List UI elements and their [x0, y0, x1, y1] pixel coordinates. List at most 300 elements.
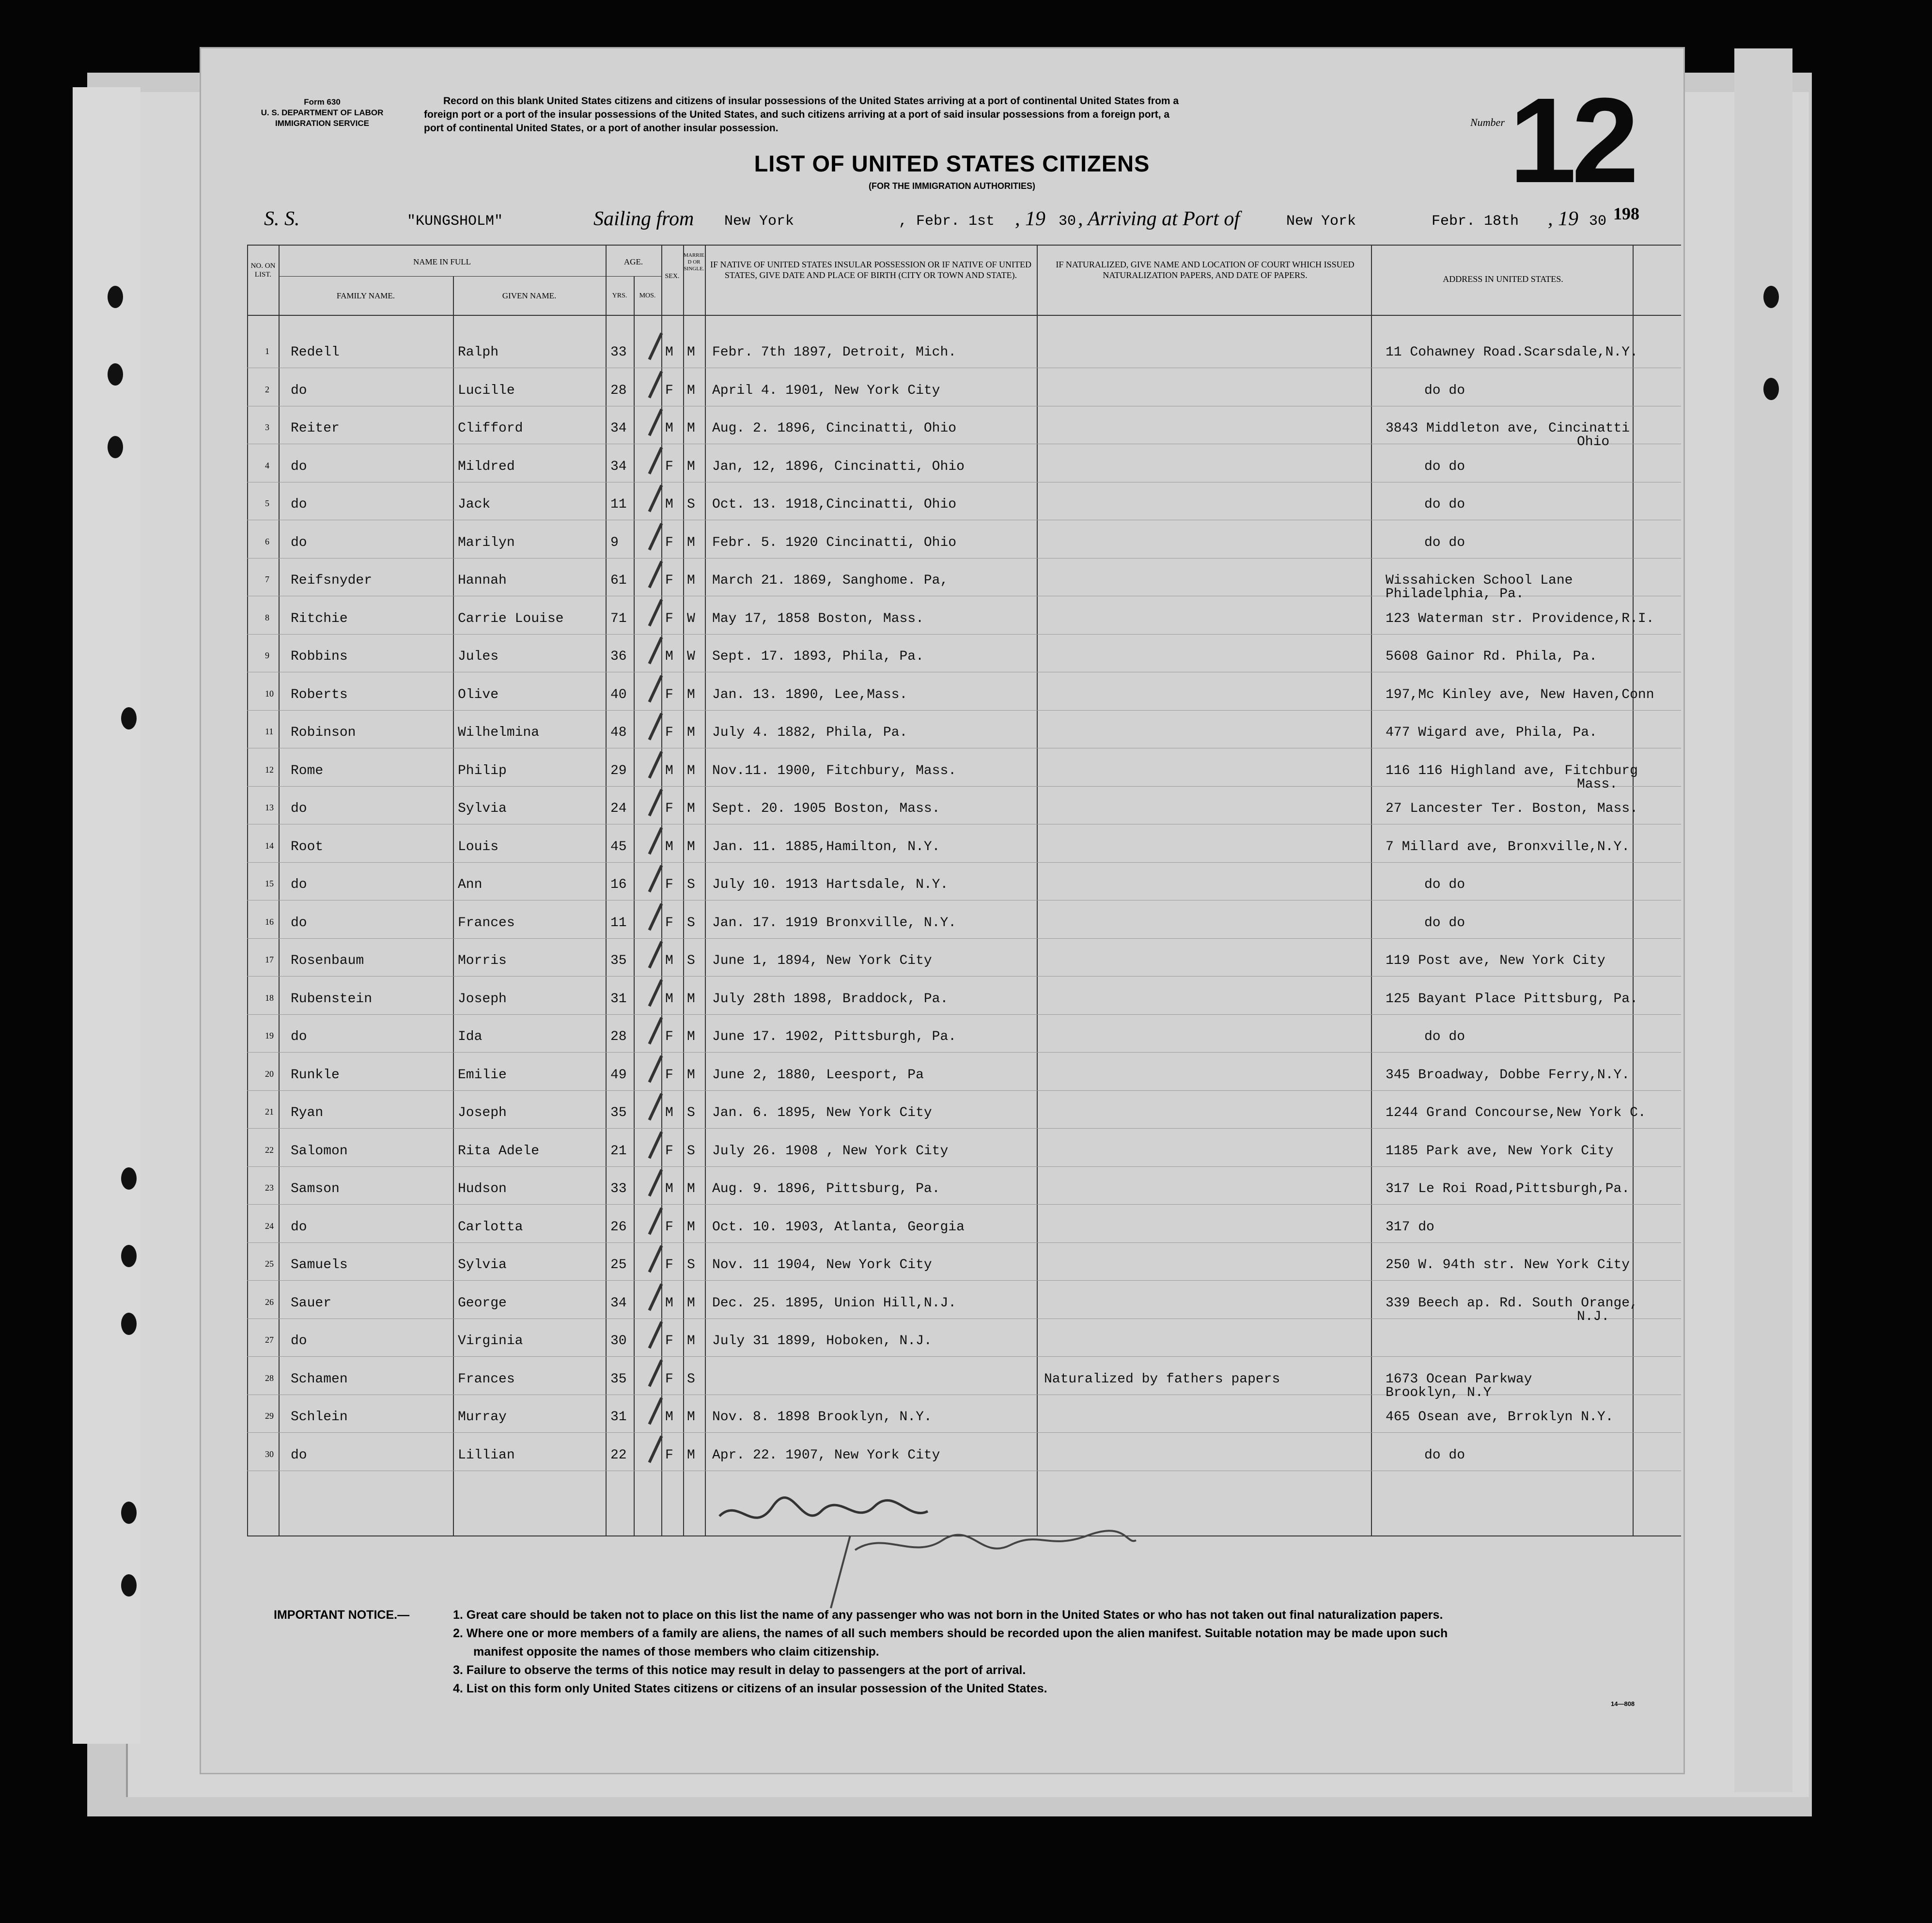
sex: M	[665, 497, 673, 512]
address-continued: N.J.	[1577, 1309, 1610, 1324]
row-number: 11	[265, 727, 274, 736]
row-divider	[247, 862, 1681, 863]
age-years: 31	[610, 1410, 627, 1425]
form-print-code: 14—808	[1611, 1700, 1635, 1707]
marital-status: S	[687, 877, 695, 892]
page-title: LIST OF UNITED STATES CITIZENS	[754, 151, 1150, 176]
marital-status: M	[687, 1219, 695, 1235]
age-years: 29	[610, 763, 627, 778]
column-rule	[453, 276, 454, 1535]
marital-status: M	[687, 1181, 695, 1196]
header-naturalization: IF NATURALIZED, GIVE NAME AND LOCATION OF COURT WHICH ISSUED NATURALIZATION PAPERS, AND DATE OF PAPERS.	[1056, 260, 1355, 280]
notice-item: manifest opposite the names of those members who claim citizenship.	[473, 1645, 879, 1659]
department-name: U. S. DEPARTMENT OF LABOR	[261, 108, 384, 117]
sex: F	[665, 801, 673, 816]
tick-mark	[648, 1055, 663, 1083]
birth-date-place: Nov. 11 1904, New York City	[712, 1257, 932, 1272]
tick-mark	[648, 333, 663, 360]
tick-mark	[648, 1359, 663, 1387]
address: 339 Beech ap. Rd. South Orange,	[1386, 1295, 1638, 1311]
arriving-date: Febr. 18th	[1432, 213, 1519, 230]
column-rule	[634, 276, 635, 1535]
given-name: Sylvia	[458, 801, 507, 816]
row-number: 21	[265, 1107, 274, 1117]
address: do do	[1424, 1029, 1465, 1044]
age-years: 28	[610, 383, 627, 398]
address: 1673 Ocean Parkway	[1386, 1371, 1532, 1387]
binding-strip	[73, 87, 140, 1744]
intro-line: Record on this blank United States citizens and citizens of insular possessions of the United States arriving at a port of continental United States from a	[443, 95, 1179, 107]
tick-mark	[648, 903, 663, 930]
age-years: 9	[610, 535, 619, 550]
intro-line: port of continental United States, or a port of another insular possession.	[424, 123, 779, 134]
tick-mark	[648, 1435, 663, 1463]
tick-mark	[648, 713, 663, 741]
family-name: do	[291, 1029, 307, 1044]
binder-hole	[121, 1167, 137, 1190]
marital-status: M	[687, 991, 695, 1007]
birth-date-place: Sept. 17. 1893, Phila, Pa.	[712, 649, 924, 664]
tick-mark	[648, 751, 663, 778]
marital-status: W	[687, 611, 695, 626]
notice-item: 1. Great care should be taken not to place on this list the name of any passenger who was not born in the United States or who has not taken out final naturalization papers.	[453, 1608, 1443, 1622]
marital-status: W	[687, 649, 695, 664]
marital-status: S	[687, 1371, 695, 1387]
birth-date-place: Nov.11. 1900, Fitchbury, Mass.	[712, 763, 957, 778]
given-name: Joseph	[458, 991, 507, 1007]
address: 465 Osean ave, Brroklyn N.Y.	[1386, 1410, 1614, 1425]
marital-status: M	[687, 459, 695, 474]
given-name: Morris	[458, 953, 507, 968]
age-years: 21	[610, 1143, 627, 1159]
sailing-year: 30	[1059, 213, 1076, 230]
family-name: Rubenstein	[291, 991, 373, 1007]
row-number: 10	[265, 688, 274, 698]
tick-mark	[648, 1093, 663, 1121]
marital-status: M	[687, 1334, 695, 1349]
family-name: do	[291, 915, 307, 930]
sex: F	[665, 1143, 673, 1159]
given-name: Ralph	[458, 345, 499, 360]
address-continued: Ohio	[1577, 434, 1610, 450]
tick-mark	[648, 1397, 663, 1425]
row-divider	[247, 1242, 1681, 1243]
column-rule	[705, 245, 706, 1535]
row-divider	[247, 634, 1681, 635]
header-age: AGE.	[623, 257, 643, 266]
family-name: do	[291, 1334, 307, 1349]
sex: M	[665, 1295, 673, 1311]
sex: F	[665, 687, 673, 702]
binder-hole	[108, 363, 123, 386]
family-name: Rosenbaum	[291, 953, 364, 968]
address: 1244 Grand Concourse,New York C.	[1386, 1105, 1646, 1120]
address: Wissahicken School Lane	[1386, 573, 1573, 588]
family-name: Runkle	[291, 1067, 340, 1083]
address: do do	[1424, 915, 1465, 930]
birth-date-place: Oct. 13. 1918,Cincinatti, Ohio	[712, 497, 957, 512]
row-number: 29	[265, 1411, 274, 1421]
table-top-rule	[247, 245, 1681, 246]
family-name: do	[291, 383, 307, 398]
address-continued: Mass.	[1577, 776, 1618, 792]
age-years: 30	[610, 1334, 627, 1349]
age-years: 61	[610, 573, 627, 588]
marital-status: M	[687, 573, 695, 588]
given-name: Ann	[458, 877, 483, 892]
sex: M	[665, 991, 673, 1007]
tick-mark	[648, 1283, 663, 1311]
binder-hole	[108, 436, 123, 458]
sailing-year-label: , 19	[1015, 208, 1045, 230]
arriving-port: New York	[1286, 213, 1356, 230]
age-years: 40	[610, 687, 627, 702]
family-name: Reiter	[291, 421, 340, 436]
row-number: 27	[265, 1335, 274, 1345]
marital-status: S	[687, 953, 695, 968]
birth-date-place: Jan, 12, 1896, Cincinatti, Ohio	[712, 459, 965, 474]
sex: M	[665, 763, 673, 778]
marital-status: M	[687, 1067, 695, 1083]
row-number: 14	[265, 840, 274, 851]
family-name: do	[291, 877, 307, 892]
marital-status: S	[687, 1105, 695, 1120]
officer-signature	[710, 1477, 1146, 1613]
marital-status: M	[687, 421, 695, 436]
sex: M	[665, 1105, 673, 1120]
column-rule	[1037, 245, 1038, 1535]
birth-date-place: July 26. 1908 , New York City	[712, 1143, 949, 1159]
address-continued: Brooklyn, N.Y	[1386, 1385, 1492, 1400]
tick-mark	[648, 827, 663, 854]
ship-name: "KUNGSHOLM"	[407, 213, 503, 230]
family-name: Redell	[291, 345, 340, 360]
arriving-label: , Arriving at Port of	[1078, 208, 1240, 230]
intro-text	[424, 94, 1625, 135]
given-name: Emilie	[458, 1067, 507, 1083]
address: do do	[1424, 877, 1465, 892]
age-years: 25	[610, 1257, 627, 1272]
sex: F	[665, 725, 673, 740]
family-name: do	[291, 1219, 307, 1235]
notice-heading: IMPORTANT NOTICE.—	[274, 1608, 410, 1622]
family-name: do	[291, 801, 307, 816]
family-name: Ryan	[291, 1105, 324, 1120]
header-birth-place: IF NATIVE OF UNITED STATES INSULAR POSSESSION OR IF NATIVE OF UNITED STATES, GIVE DATE AND PLACE OF BIRTH (CITY OR TOWN AND STATE).	[710, 260, 1032, 280]
address: 197,Mc Kinley ave, New Haven,Conn	[1386, 687, 1654, 702]
marital-status: M	[687, 1447, 695, 1463]
family-name: Reifsnyder	[291, 573, 373, 588]
given-name: Hudson	[458, 1181, 507, 1196]
age-years: 35	[610, 953, 627, 968]
tick-mark	[648, 1245, 663, 1273]
given-name: Lucille	[458, 383, 515, 398]
given-name: Murray	[458, 1410, 507, 1425]
address: 11 Cohawney Road.Scarsdale,N.Y.	[1386, 345, 1638, 360]
column-rule	[683, 245, 684, 1535]
marital-status: S	[687, 497, 695, 512]
row-divider	[247, 1356, 1681, 1357]
tick-mark	[648, 789, 663, 817]
sex: M	[665, 839, 673, 854]
row-divider	[247, 1204, 1681, 1205]
form-identifier	[245, 97, 400, 129]
given-name: Frances	[458, 915, 515, 930]
row-number: 2	[265, 384, 269, 394]
given-name: Sylvia	[458, 1257, 507, 1272]
row-number: 4	[265, 460, 269, 470]
row-number: 30	[265, 1449, 274, 1459]
given-name: Hannah	[458, 573, 507, 588]
intro-line: foreign port or a port of the insular possessions of the United States, and such citizens arriving at a port of said insular possessions from a foreign port, a	[424, 109, 1170, 120]
sex: F	[665, 877, 673, 892]
notice-item: 4. List on this form only United States citizens or citizens of an insular possession of the United States.	[453, 1682, 1047, 1695]
given-name: Carrie Louise	[458, 611, 564, 626]
age-years: 22	[610, 1447, 627, 1463]
binder-hole	[121, 707, 137, 729]
tick-mark	[648, 1131, 663, 1159]
address: do do	[1424, 1447, 1465, 1463]
family-name: Samson	[291, 1181, 340, 1196]
age-years: 45	[610, 839, 627, 854]
notice-item: 2. Where one or more members of a family are aliens, the names of all such members should be recorded upon the alien manifest. Suitable notation may be made upon such	[453, 1627, 1448, 1640]
marital-status: M	[687, 1029, 695, 1044]
manifest-number: 12	[1509, 73, 1635, 208]
given-name: Jack	[458, 497, 491, 512]
family-name: Robinson	[291, 725, 356, 740]
binder-hole	[1763, 378, 1779, 400]
birth-date-place: Aug. 9. 1896, Pittsburg, Pa.	[712, 1181, 940, 1196]
marital-status: M	[687, 763, 695, 778]
row-number: 23	[265, 1183, 274, 1193]
marital-status: M	[687, 383, 695, 398]
address-continued: Philadelphia, Pa.	[1386, 587, 1524, 602]
address: 116 116 Highland ave, Fitchburg	[1386, 763, 1638, 778]
row-number: 22	[265, 1145, 274, 1155]
header-address: ADDRESS IN UNITED STATES.	[1443, 274, 1563, 284]
sex: M	[665, 649, 673, 664]
given-name: George	[458, 1295, 507, 1311]
family-name: Robbins	[291, 649, 348, 664]
tick-mark	[648, 941, 663, 969]
family-name: Schamen	[291, 1371, 348, 1387]
header-years: YRS.	[612, 292, 627, 299]
row-number: 19	[265, 1031, 274, 1040]
age-years: 35	[610, 1105, 627, 1120]
column-rule	[279, 245, 280, 1535]
family-name: Rome	[291, 763, 324, 778]
family-name: do	[291, 1447, 307, 1463]
arriving-year-label: , 19	[1548, 208, 1578, 230]
given-name: Rita Adele	[458, 1143, 540, 1159]
address: 250 W. 94th str. New York City	[1386, 1257, 1630, 1272]
marital-status: M	[687, 535, 695, 550]
tick-mark	[648, 561, 663, 589]
address: 1185 Park ave, New York City	[1386, 1143, 1614, 1159]
age-years: 26	[610, 1219, 627, 1235]
address: 27 Lancester Ter. Boston, Mass.	[1386, 801, 1638, 816]
family-name: Samuels	[291, 1257, 348, 1272]
birth-date-place: Jan. 11. 1885,Hamilton, N.Y.	[712, 839, 940, 854]
header-months: MOS.	[639, 292, 656, 299]
tick-mark	[648, 979, 663, 1007]
tick-mark	[648, 675, 663, 702]
given-name: Jules	[458, 649, 499, 664]
birth-date-place: July 28th 1898, Braddock, Pa.	[712, 991, 949, 1007]
family-name: do	[291, 459, 307, 474]
address: 7 Millard ave, Bronxville,N.Y.	[1386, 839, 1630, 854]
sex: F	[665, 611, 673, 626]
sex: F	[665, 1219, 673, 1235]
birth-date-place: May 17, 1858 Boston, Mass.	[712, 611, 924, 626]
row-number: 24	[265, 1221, 274, 1231]
row-divider	[247, 1014, 1681, 1015]
marital-status: M	[687, 839, 695, 854]
row-number: 26	[265, 1297, 274, 1307]
age-years: 11	[610, 915, 627, 930]
address: 317 Le Roi Road,Pittsburgh,Pa.	[1386, 1181, 1630, 1196]
sex: F	[665, 1447, 673, 1463]
tick-mark	[648, 447, 663, 474]
row-number: 5	[265, 498, 269, 508]
manifest-page	[201, 48, 1683, 1773]
given-name: Marilyn	[458, 535, 515, 550]
column-rule	[1371, 245, 1372, 1535]
row-divider	[247, 1090, 1681, 1091]
row-number: 17	[265, 955, 274, 964]
age-years: 71	[610, 611, 627, 626]
marital-status: M	[687, 687, 695, 702]
tick-mark	[648, 371, 663, 398]
address: 125 Bayant Place Pittsburg, Pa.	[1386, 991, 1638, 1007]
age-years: 49	[610, 1067, 627, 1083]
column-rule	[606, 245, 607, 1535]
sex: F	[665, 383, 673, 398]
birth-date-place: Nov. 8. 1898 Brooklyn, N.Y.	[712, 1410, 932, 1425]
given-name: Louis	[458, 839, 499, 854]
age-years: 34	[610, 459, 627, 474]
family-name: Root	[291, 839, 324, 854]
ss-label: S. S.	[264, 208, 300, 230]
row-divider	[247, 1432, 1681, 1433]
family-name: do	[291, 497, 307, 512]
row-number: 28	[265, 1373, 274, 1383]
address: 123 Waterman str. Providence,R.I.	[1386, 611, 1654, 626]
row-divider	[247, 786, 1681, 787]
given-name: Frances	[458, 1371, 515, 1387]
form-number: Form 630	[304, 97, 341, 107]
row-number: 15	[265, 879, 274, 888]
family-name: Salomon	[291, 1143, 348, 1159]
given-name: Carlotta	[458, 1219, 523, 1235]
row-divider	[247, 710, 1681, 711]
row-divider	[247, 976, 1681, 977]
sex: M	[665, 953, 673, 968]
address: do do	[1424, 535, 1465, 550]
birth-date-place: July 10. 1913 Hartsdale, N.Y.	[712, 877, 949, 892]
sex: M	[665, 345, 673, 360]
address: 3843 Middleton ave, Cincinatti	[1386, 421, 1630, 436]
address: do do	[1424, 497, 1465, 512]
birth-date-place: Sept. 20. 1905 Boston, Mass.	[712, 801, 940, 816]
age-years: 16	[610, 877, 627, 892]
address: 477 Wigard ave, Phila, Pa.	[1386, 725, 1597, 740]
birth-date-place: Apr. 22. 1907, New York City	[712, 1447, 940, 1463]
sex: F	[665, 459, 673, 474]
birth-date-place: April 4. 1901, New York City	[712, 383, 940, 398]
sex: F	[665, 573, 673, 588]
number-label: Number	[1470, 116, 1505, 128]
birth-date-place: March 21. 1869, Sanghome. Pa,	[712, 573, 949, 588]
family-name: Ritchie	[291, 611, 348, 626]
naturalization-details: Naturalized by fathers papers	[1044, 1371, 1280, 1387]
age-years: 28	[610, 1029, 627, 1044]
header-married-single: MARRIED OR SINGLE.	[684, 252, 704, 272]
row-divider	[247, 1280, 1681, 1281]
notice-list	[453, 1606, 1654, 1698]
family-name: do	[291, 535, 307, 550]
page-subtitle: (FOR THE IMMIGRATION AUTHORITIES)	[869, 181, 1035, 191]
header-sex: SEX.	[665, 273, 680, 280]
row-divider	[247, 938, 1681, 939]
row-number: 8	[265, 612, 269, 622]
address: do do	[1424, 383, 1465, 398]
tick-mark	[648, 485, 663, 512]
marital-status: M	[687, 725, 695, 740]
family-name: Roberts	[291, 687, 348, 702]
row-number: 25	[265, 1259, 274, 1269]
row-number: 6	[265, 536, 269, 546]
tick-mark	[648, 1017, 663, 1045]
row-number: 7	[265, 574, 269, 584]
column-rule	[661, 245, 662, 1535]
tick-mark	[648, 523, 663, 550]
given-name: Joseph	[458, 1105, 507, 1120]
given-name: Lillian	[458, 1447, 515, 1463]
binder-hole	[121, 1313, 137, 1335]
marital-status: M	[687, 801, 695, 816]
row-divider	[247, 1318, 1681, 1319]
marital-status: S	[687, 1143, 695, 1159]
table-header-rule	[247, 315, 1681, 316]
tick-mark	[648, 865, 663, 893]
row-number: 3	[265, 422, 269, 432]
age-years: 11	[610, 497, 627, 512]
given-name: Wilhelmina	[458, 725, 540, 740]
row-number: 9	[265, 651, 269, 660]
given-name: Clifford	[458, 421, 523, 436]
tick-mark	[648, 1321, 663, 1349]
age-years: 34	[610, 421, 627, 436]
sex: F	[665, 1371, 673, 1387]
tick-mark	[648, 1169, 663, 1197]
age-years: 33	[610, 345, 627, 360]
row-number: 1	[265, 346, 269, 356]
sex: M	[665, 421, 673, 436]
family-name: Schlein	[291, 1410, 348, 1425]
marital-status: S	[687, 1257, 695, 1272]
binder-hole	[108, 286, 123, 308]
row-number: 13	[265, 803, 274, 812]
age-years: 31	[610, 991, 627, 1007]
birth-date-place: July 4. 1882, Phila, Pa.	[712, 725, 908, 740]
birth-date-place: Febr. 5. 1920 Cincinatti, Ohio	[712, 535, 957, 550]
subheader-rule	[279, 276, 661, 277]
binder-hole	[121, 1574, 137, 1597]
birth-date-place: Dec. 25. 1895, Union Hill,N.J.	[712, 1295, 957, 1311]
header-given-name: GIVEN NAME.	[502, 291, 557, 300]
tick-mark	[648, 637, 663, 665]
